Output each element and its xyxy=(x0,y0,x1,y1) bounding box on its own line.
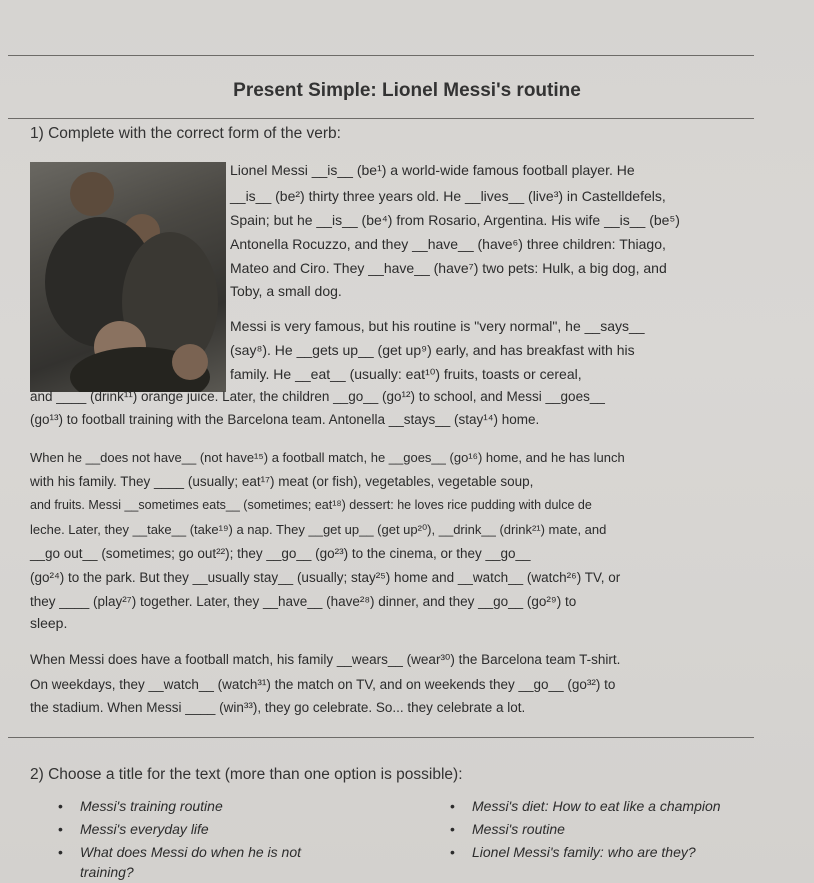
title-rule xyxy=(8,118,754,119)
text-line-11: (go¹³) to football training with the Barcelona team. Antonella __stays__ (stay¹⁴) home. xyxy=(30,412,540,427)
text-line-22: the stadium. When Messi ____ (win³³), they go celebrate. So... they celebrate a lot. xyxy=(30,700,526,715)
option-not-training: • What does Messi do when he is not xyxy=(80,844,301,860)
messi-family-photo xyxy=(30,162,226,392)
text-line-20: When Messi does have a football match, his family __wears__ (wear³⁰) the Barcelona team T-shirt. xyxy=(30,652,621,667)
text-line-21: On weekdays, they __watch__ (watch³¹) the match on TV, and on weekends they __go__ (go³²) to xyxy=(30,677,616,692)
text-line-4: Antonella Rocuzzo, and they __have__ (have⁶) three children: Thiago, xyxy=(230,236,666,252)
question-1: 1) Complete with the correct form of the verb: xyxy=(30,125,341,142)
option-training-routine: • Messi's training routine xyxy=(80,798,223,814)
top-rule xyxy=(8,55,754,56)
text-line-2: __is__ (be²) thirty three years old. He __lives__ (live³) in Castelldefels, xyxy=(230,188,666,204)
option-not-training-cont xyxy=(80,864,134,880)
text-line-5: Mateo and Ciro. They __have__ (have⁷) two pets: Hulk, a big dog, and xyxy=(230,260,667,276)
text-line-12: When he __does not have__ (not have¹⁵) a football match, he __goes__ (go¹⁶) home, and he has lunch xyxy=(30,450,625,465)
option-diet: • Messi's diet: How to eat like a champion xyxy=(472,798,721,814)
section-rule xyxy=(8,737,754,738)
question-2: 2) Choose a title for the text (more than one option is possible): xyxy=(30,766,463,783)
option-everyday-life: • Messi's everyday life xyxy=(80,821,209,837)
text-line-17: (go²⁴) to the park. But they __usually stay__ (usually; stay²⁵) home and __watch__ (watch²⁶) TV, or xyxy=(30,570,621,585)
option-not-training-cont-text: training? xyxy=(80,864,134,880)
text-line-9: family. He __eat__ (usually: eat¹⁰) fruits, toasts or cereal, xyxy=(230,366,582,382)
text-line-16: __go out__ (sometimes; go out²²); they __go__ (go²³) to the cinema, or they __go__ xyxy=(30,546,531,561)
option-routine: • Messi's routine xyxy=(472,821,565,837)
text-line-15: leche. Later, they __take__ (take¹⁹) a nap. They __get up__ (get up²⁰), __drink__ (drink²¹) mate, and xyxy=(30,522,607,537)
text-line-3: Spain; but he __is__ (be⁴) from Rosario, Argentina. His wife __is__ (be⁵) xyxy=(230,212,680,228)
text-line-13: with his family. They ____ (usually; eat¹⁷) meat (or fish), vegetables, vegetable soup, xyxy=(30,474,534,489)
text-line-6: Toby, a small dog. xyxy=(230,283,342,299)
text-line-1: Lionel Messi __is__ (be¹) a world-wide famous football player. He xyxy=(230,162,635,178)
text-line-8: (say⁸). He __gets up__ (get up⁹) early, and has breakfast with his xyxy=(230,342,635,358)
text-line-7: Messi is very famous, but his routine is "very normal", he __says__ xyxy=(230,318,645,334)
text-line-19: sleep. xyxy=(30,615,68,631)
photo-graphic xyxy=(30,162,226,392)
page-title: Present Simple: Lionel Messi's routine xyxy=(233,80,581,101)
text-line-10: and ____ (drink¹¹) orange juice. Later, the children __go__ (go¹²) to school, and Messi __goes__ xyxy=(30,389,605,404)
text-line-14: and fruits. Messi __sometimes eats__ (sometimes; eat¹⁸) dessert: he loves rice pudding with dulce de xyxy=(30,498,592,512)
option-family: • Lionel Messi's family: who are they? xyxy=(472,844,696,860)
text-line-18: they ____ (play²⁷) together. Later, they __have__ (have²⁸) dinner, and they __go__ (go²⁹) to xyxy=(30,594,577,609)
